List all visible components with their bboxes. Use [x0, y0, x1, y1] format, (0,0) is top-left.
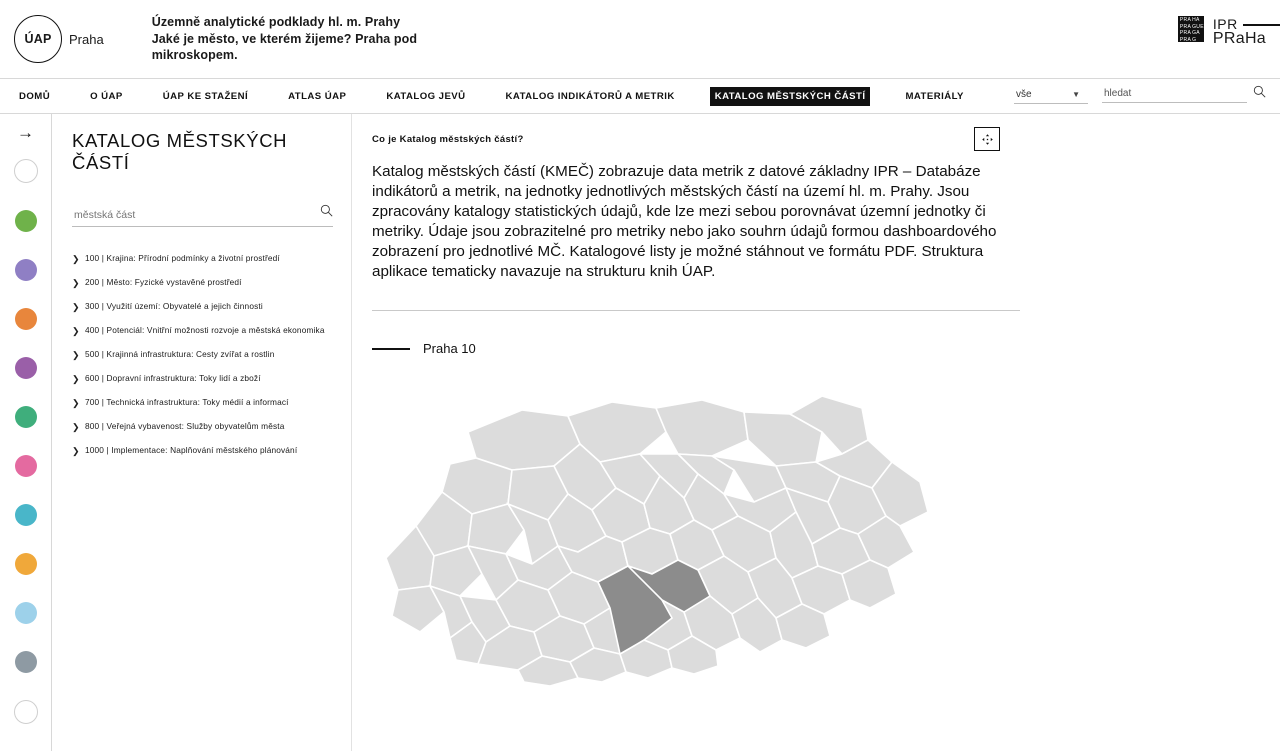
- tree-item-label: 100 | Krajina: Přírodní podmínky a životní prostředí: [85, 253, 280, 263]
- tree-item-label: 600 | Dopravní infrastruktura: Toky lidí a zboží: [85, 373, 261, 383]
- rail-dot-orange[interactable]: [15, 308, 37, 330]
- chevron-right-icon: ❯: [72, 422, 80, 432]
- page-header: [0, 0, 1280, 78]
- search-scope-select-wrapper: [1014, 84, 1088, 104]
- map-title-text: Praha 10: [423, 341, 476, 357]
- ipr-cell-5: GA: [1192, 30, 1200, 36]
- rail-dot-amber[interactable]: [15, 553, 37, 575]
- rail-dot-violet[interactable]: [15, 259, 37, 281]
- global-search: [1014, 84, 1266, 104]
- search-scope-select[interactable]: [1014, 87, 1088, 104]
- chevron-right-icon: ❯: [72, 278, 80, 288]
- district-shape: [656, 400, 748, 456]
- chevron-down-icon: ▼: [1072, 90, 1080, 99]
- tree-item-1000[interactable]: [72, 445, 333, 457]
- prague-map-svg: [372, 370, 1032, 700]
- nav-item-katalog-indikatoru[interactable]: KATALOG INDIKÁTORŮ A METRIK: [505, 90, 675, 102]
- rail-dot-green[interactable]: [15, 210, 37, 232]
- nav-item-materialy[interactable]: MATERIÁLY: [905, 90, 964, 102]
- uap-logo-badge[interactable]: ÚAP: [14, 15, 62, 63]
- ipr-cell-3: GUE: [1192, 23, 1204, 30]
- ipr-logo[interactable]: [1178, 16, 1266, 48]
- ipr-cell-1: HA: [1192, 17, 1200, 23]
- section-kicker: Co je Katalog městských částí?: [372, 134, 524, 145]
- site-title: [152, 14, 417, 64]
- tree-item-100[interactable]: [72, 253, 333, 265]
- ipr-logo-grid: [1178, 16, 1204, 42]
- ipr-cell-2: PRA: [1179, 23, 1192, 30]
- district-search-icon[interactable]: [320, 204, 333, 222]
- district-search-input[interactable]: [72, 208, 320, 222]
- tree-item-500[interactable]: [72, 349, 333, 361]
- rail-dot-blank[interactable]: [14, 159, 38, 183]
- site-title-line-3: mikroskopem.: [151, 48, 238, 63]
- chevron-right-icon: ❯: [72, 374, 80, 384]
- ipr-logo-rule: [1243, 24, 1280, 26]
- tree-item-label: 800 | Veřejná vybavenost: Služby obyvatelům města: [85, 421, 285, 431]
- ipr-cell-0: PRA: [1179, 17, 1192, 23]
- chevron-right-icon: ❯: [72, 350, 80, 360]
- tree-item-800[interactable]: [72, 421, 333, 433]
- theme-tree: [72, 253, 333, 457]
- nav-item-o-uap[interactable]: O ÚAP: [90, 90, 123, 102]
- tree-item-300[interactable]: [72, 301, 333, 313]
- move-arrows-icon: [981, 133, 994, 146]
- rail-dot-pink[interactable]: [15, 455, 37, 477]
- rail-dot-lightblue[interactable]: [15, 602, 37, 624]
- section-divider: [372, 310, 1020, 311]
- rail-dot-empty[interactable]: [14, 700, 38, 724]
- main-header-row: [372, 128, 1256, 145]
- nav-item-atlas-uap[interactable]: ATLAS ÚAP: [288, 90, 347, 102]
- chevron-right-icon: ❯: [72, 326, 80, 336]
- ipr-cell-6: PRA: [1179, 36, 1192, 43]
- ipr-cell-4: PRA: [1179, 30, 1192, 36]
- chevron-right-icon: ❯: [72, 302, 80, 312]
- ipr-logo-text: [1213, 16, 1266, 48]
- nav-item-katalog-mestskych-casti[interactable]: KATALOG MĚSTSKÝCH ČÁSTÍ: [710, 87, 871, 106]
- tree-item-label: 700 | Technická infrastruktura: Toky médií a informací: [85, 397, 289, 407]
- ipr-cell-7: G: [1192, 36, 1197, 43]
- ipr-logo-line-1: IPR: [1212, 16, 1238, 32]
- tree-item-200[interactable]: [72, 277, 333, 289]
- rail-dot-teal[interactable]: [15, 406, 37, 428]
- district-search: [72, 204, 333, 227]
- main-content: [352, 114, 1280, 751]
- tree-item-600[interactable]: [72, 373, 333, 385]
- left-rail: [0, 114, 52, 751]
- nav-item-uap-ke-stazeni[interactable]: ÚAP KE STAŽENÍ: [162, 90, 249, 102]
- prague-district-map[interactable]: [372, 370, 1032, 700]
- expand-fullscreen-button[interactable]: [974, 127, 1000, 151]
- ipr-logo-line-2: PRaHa: [1212, 30, 1266, 47]
- site-title-line-1: Územně analytické podklady hl. m. Prahy: [151, 15, 401, 30]
- tree-item-400[interactable]: [72, 325, 333, 337]
- nav-item-domu[interactable]: DOMŮ: [19, 90, 51, 102]
- tree-item-label: 200 | Město: Fyzické vystavěné prostředí: [85, 277, 242, 287]
- uap-logo-word: Praha: [69, 31, 104, 47]
- chevron-right-icon: ❯: [72, 446, 80, 456]
- tree-item-label: 500 | Krajinná infrastruktura: Cesty zvířat a rostlin: [85, 349, 275, 359]
- rail-dot-grey[interactable]: [15, 651, 37, 673]
- map-title: [372, 341, 1256, 356]
- search-icon[interactable]: [1253, 85, 1266, 103]
- map-districts: [386, 396, 928, 686]
- chevron-right-icon: ❯: [72, 254, 80, 264]
- main-navigation: [0, 78, 1280, 114]
- tree-item-700[interactable]: [72, 397, 333, 409]
- chevron-right-icon: ❯: [72, 398, 80, 408]
- rail-dot-cyan[interactable]: [15, 504, 37, 526]
- rail-expand-arrow-icon[interactable]: →: [17, 123, 34, 142]
- tree-item-label: 400 | Potenciál: Vnitřní možnosti rozvoje a městská ekonomika: [85, 325, 325, 335]
- site-title-line-2: Jaké je město, ve kterém žijeme? Praha pod: [151, 31, 418, 46]
- rail-dot-purple[interactable]: [15, 357, 37, 379]
- map-title-dash: [372, 348, 410, 350]
- tree-item-label: 300 | Využití území: Obyvatelé a jejich činnosti: [85, 301, 263, 311]
- search-input[interactable]: [1102, 86, 1247, 103]
- catalog-sidebar: [52, 114, 352, 751]
- intro-paragraph: Katalog městských částí (KMEČ) zobrazuje data metrik z datové základny IPR – Databáze indikátorů a metrik, na jednotky jednotlivých městských částí na území hl. m. Prahy. Jsou zpracovány katalogy statistických údajů, kde lze mezi sebou porovnávat územní jednotky či metriky. Údaje jsou zobrazitelné pro metriky nebo jako souhrn údajů formou dashboardového zobrazení pro jednotlivé MČ. Katalogové listy je možné stáhnout ve formátu PDF. Struktura aplikace tematicky navazuje na strukturu knih ÚAP.: [372, 163, 997, 281]
- tree-item-label: 1000 | Implementace: Naplňování městského plánování: [85, 445, 298, 455]
- page-title: KATALOG MĚSTSKÝCH ČÁSTÍ: [72, 130, 288, 173]
- nav-item-katalog-jevu[interactable]: KATALOG JEVŮ: [386, 90, 466, 102]
